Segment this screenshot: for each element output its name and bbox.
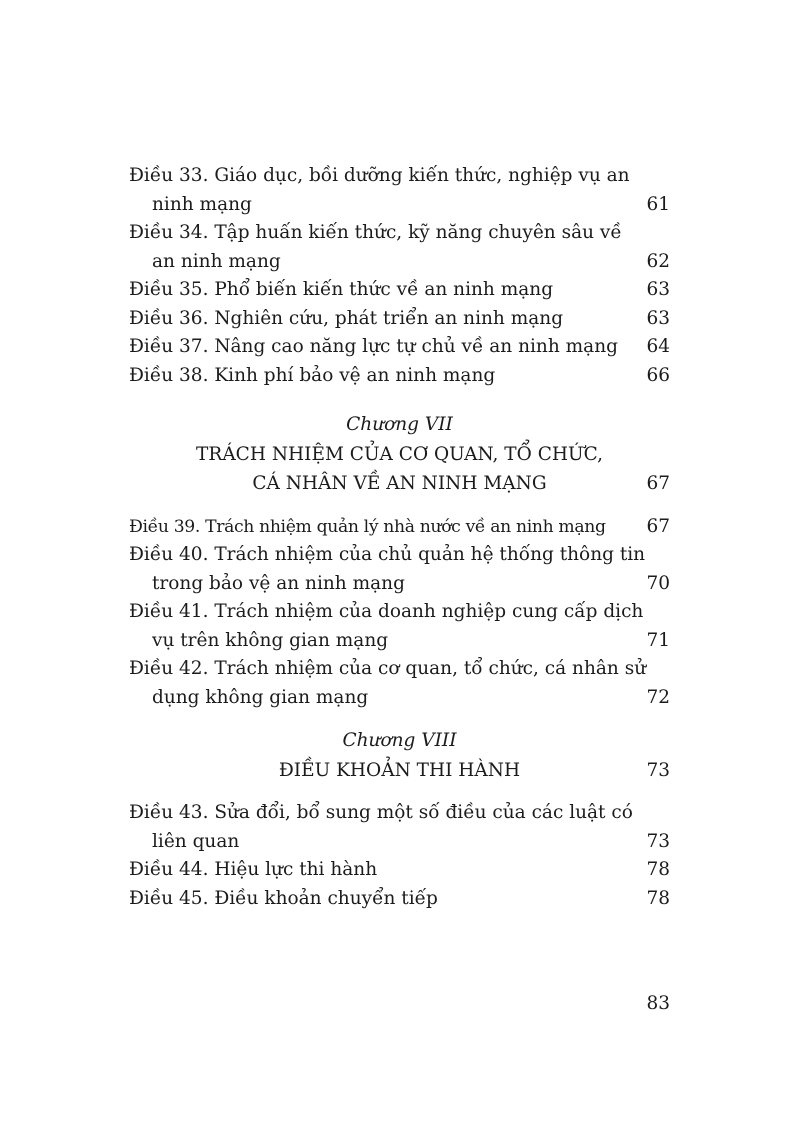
toc-entry-dieu-34: [129, 219, 670, 276]
toc-entry-dieu-38: [129, 362, 670, 391]
entry-title-cont: dụng không gian mạng: [152, 686, 369, 708]
chapter-heading-viii: [129, 726, 670, 785]
page-number: 83: [646, 993, 670, 1014]
entry-title-cont: liên quan: [152, 830, 240, 852]
chapter-title-line-1: [129, 756, 670, 786]
chapter-page: 73: [646, 759, 670, 781]
entry-title-cont: ninh mạng: [152, 193, 252, 215]
toc-entry-dieu-36: [129, 305, 670, 334]
entry-page: 64: [646, 336, 670, 357]
entry-page: 73: [646, 830, 670, 852]
entry-title: Điều 34. Tập huấn kiến thức, kỹ năng chuyên sâu về: [129, 222, 622, 243]
entry-title: Điều 41. Trách nhiệm của doanh nghiệp cung cấp dịch: [129, 601, 644, 622]
entry-title: Điều 39. Trách nhiệm quản lý nhà nước về an ninh mạng: [129, 516, 606, 537]
entry-title-cont: trong bảo vệ an ninh mạng: [152, 572, 405, 594]
entry-page: 78: [646, 859, 670, 880]
toc-entry-dieu-35: [129, 276, 670, 305]
toc-entry-dieu-40: [129, 541, 670, 598]
entry-page: 66: [646, 364, 670, 386]
chapter-title-line-2: [129, 469, 670, 499]
toc-entry-dieu-33: [129, 162, 670, 219]
chapter-title-line-1: TRÁCH NHIỆM CỦA CƠ QUAN, TỔ CHỨC,: [196, 443, 603, 465]
toc-entry-dieu-39: [129, 513, 670, 542]
toc-entry-dieu-45: [129, 885, 670, 914]
entry-title: Điều 33. Giáo dục, bồi dưỡng kiến thức, nghiệp vụ an: [129, 165, 630, 186]
chapter-label: Chương VII: [346, 414, 453, 435]
toc-entry-dieu-44: [129, 856, 670, 885]
entry-page: 67: [646, 515, 670, 537]
entry-title: Điều 44. Hiệu lực thi hành: [129, 859, 378, 880]
entry-title: Điều 42. Trách nhiệm của cơ quan, tổ chức, cá nhân sử: [129, 658, 647, 679]
entry-title: Điều 36. Nghiên cứu, phát triển an ninh mạng: [129, 307, 564, 329]
entry-page: 62: [646, 250, 670, 272]
entry-page: 78: [646, 887, 670, 909]
entry-title: Điều 38. Kinh phí bảo vệ an ninh mạng: [129, 364, 496, 386]
chapter-label: Chương VIII: [342, 730, 457, 751]
toc-entry-dieu-41: [129, 598, 670, 655]
chapter-page: 67: [646, 473, 670, 494]
toc-entry-dieu-37: [129, 333, 670, 362]
entry-page: 63: [646, 307, 670, 329]
entry-title-cont: an ninh mạng: [152, 250, 281, 272]
chapter-heading-vii: [129, 410, 670, 499]
entry-title: Điều 40. Trách nhiệm của chủ quản hệ thống thông tin: [129, 544, 646, 565]
entry-page: 70: [646, 572, 670, 594]
entry-title: Điều 43. Sửa đổi, bổ sung một số điều của các luật có: [129, 802, 633, 823]
entry-page: 72: [646, 686, 670, 708]
entry-page: 71: [646, 629, 670, 651]
entry-title: Điều 45. Điều khoản chuyển tiếp: [129, 887, 438, 909]
entry-title-cont: vụ trên không gian mạng: [152, 629, 389, 651]
entry-page: 63: [646, 279, 670, 300]
table-of-contents: [129, 162, 670, 913]
chapter-title-text: ĐIỀU KHOẢN THI HÀNH: [278, 759, 521, 781]
chapter-title-text: CÁ NHÂN VỀ AN NINH MẠNG: [252, 473, 547, 494]
entry-title: Điều 35. Phổ biến kiến thức về an ninh mạng: [129, 279, 554, 300]
entry-title: Điều 37. Nâng cao năng lực tự chủ về an ninh mạng: [129, 336, 618, 357]
toc-entry-dieu-42: [129, 655, 670, 712]
entry-page: 61: [646, 193, 670, 215]
toc-entry-dieu-43: [129, 799, 670, 856]
